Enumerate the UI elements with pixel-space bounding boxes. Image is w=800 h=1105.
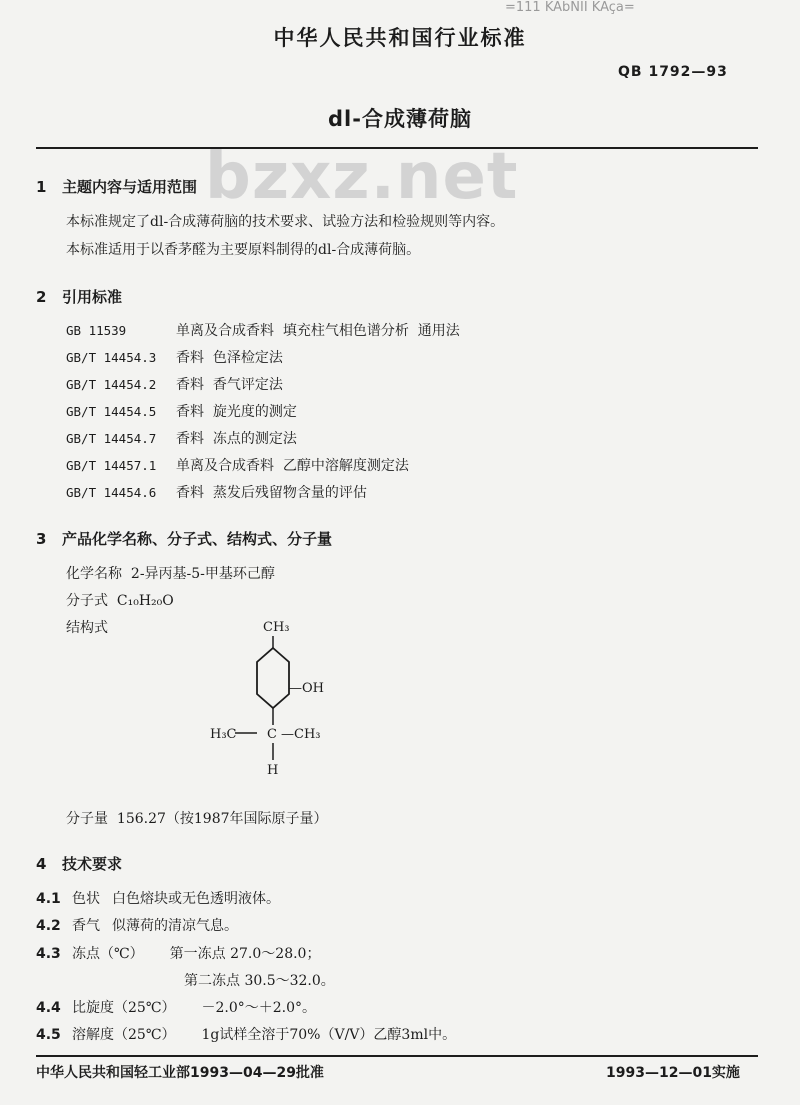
reference-code: GB/T 14454.2 [66, 377, 157, 392]
item-text: 第一冻点 27.0～28.0； [169, 946, 321, 962]
reference-item [66, 401, 297, 421]
reference-name: 香料 蒸发后残留物含量的评估 [176, 485, 367, 501]
reference-code: GB/T 14454.5 [66, 404, 157, 419]
reference-item [66, 347, 283, 367]
requirement-item [36, 1024, 456, 1044]
reference-code: GB 11539 [66, 323, 127, 338]
section-number: 1 [36, 178, 47, 196]
item-label: 香气 [72, 918, 100, 934]
section-4-heading [36, 853, 122, 874]
item-label: 溶解度（25℃） [72, 1027, 176, 1043]
section-1-paragraph: 本标准适用于以香茅醛为主要原料制得的dl-合成薄荷脑。 [66, 242, 421, 258]
requirement-item [36, 943, 320, 963]
item-label: 冻点（℃） [72, 946, 144, 962]
section-title: 技术要求 [62, 855, 123, 873]
formula-label: 分子式 [66, 593, 108, 609]
reference-name: 单离及合成香料 乙醇中溶解度测定法 [176, 458, 409, 474]
item-number: 4.2 [36, 918, 61, 934]
reference-name: 香料 色泽检定法 [176, 350, 283, 366]
reference-name: 香料 旋光度的测定 [176, 404, 297, 420]
implementation-line: 1993—12—01实施 [606, 1065, 740, 1081]
item-label: 比旋度（25℃） [72, 1000, 176, 1016]
document-title: dl-合成薄荷脑 [328, 107, 472, 131]
requirement-item [36, 997, 316, 1017]
item-text: 1g试样全溶于70%（V/V）乙醇3ml中。 [201, 1027, 457, 1043]
chemical-name-label: 化学名称 [66, 566, 122, 582]
item-text: 白色熔块或无色透明液体。 [112, 891, 280, 907]
section-title: 主题内容与适用范围 [62, 178, 198, 196]
molecular-weight-line [66, 808, 328, 828]
reference-code: GB/T 14454.7 [66, 431, 157, 446]
item-number: 4.3 [36, 946, 61, 962]
formula-line [66, 590, 174, 610]
molecular-formula: C₁₀H₂₀O [116, 593, 174, 609]
reference-item [66, 374, 283, 394]
item-label: 色状 [72, 891, 100, 907]
item-number: 4.4 [36, 1000, 61, 1016]
cyclohexane-ring [257, 648, 289, 708]
chemical-name: 2-异丙基-5-甲基环己醇 [130, 566, 275, 582]
structural-formula [205, 612, 365, 787]
reference-code: GB/T 14454.6 [66, 485, 157, 500]
structure-hydrogen: H [267, 763, 279, 778]
reference-name: 香料 香气评定法 [176, 377, 283, 393]
chemical-name-line [66, 563, 275, 583]
section-number: 4 [36, 855, 47, 873]
item-text-continuation: 第二冻点 30.5～32.0。 [184, 973, 335, 989]
section-number: 3 [36, 530, 47, 548]
reference-item [66, 428, 297, 448]
reference-item [66, 455, 409, 475]
section-title: 引用标准 [62, 288, 123, 306]
section-number: 2 [36, 288, 47, 306]
item-number: 4.1 [36, 891, 61, 907]
molecular-weight: 156.27（按1987年国际原子量） [116, 811, 328, 827]
footer-rule [36, 1055, 758, 1057]
section-title: 产品化学名称、分子式、结构式、分子量 [62, 530, 333, 548]
section-2-heading [36, 286, 122, 307]
reference-name: 香料 冻点的测定法 [176, 431, 297, 447]
item-text: 似薄荷的清凉气息。 [112, 918, 238, 934]
structure-methyl-top: CH₃ [263, 620, 290, 635]
molecular-weight-label: 分子量 [66, 811, 108, 827]
section-3-heading [36, 528, 332, 549]
requirement-item [36, 888, 280, 908]
reference-item [66, 482, 367, 502]
structure-center-carbon: C [267, 727, 277, 742]
section-1-paragraph: 本标准规定了dl-合成薄荷脑的技术要求、试验方法和检验规则等内容。 [66, 214, 505, 230]
structure-left-methyl: H₃C [210, 727, 237, 742]
reference-code: GB/T 14457.1 [66, 458, 157, 473]
reference-name: 单离及合成香料 填充柱气相色谱分析 通用法 [176, 323, 460, 339]
section-1-heading [36, 176, 197, 197]
item-text: －2.0°～＋2.0°。 [201, 1000, 317, 1016]
structure-right-methyl: —CH₃ [281, 727, 321, 742]
reference-code: GB/T 14454.3 [66, 350, 157, 365]
reference-item [66, 320, 460, 340]
requirement-item [36, 915, 238, 935]
structure-label: 结构式 [66, 620, 108, 636]
scan-artifact-text: =111 KAbNII KAça= [505, 0, 635, 15]
structure-hydroxyl: —OH [289, 681, 324, 696]
item-number: 4.5 [36, 1027, 61, 1043]
approval-line: 中华人民共和国轻工业部1993—04—29批准 [36, 1065, 324, 1081]
standard-code: QB 1792—93 [618, 64, 728, 80]
watermark: bzxz.net [205, 140, 519, 214]
standard-type-heading: 中华人民共和国行业标准 [273, 26, 527, 50]
